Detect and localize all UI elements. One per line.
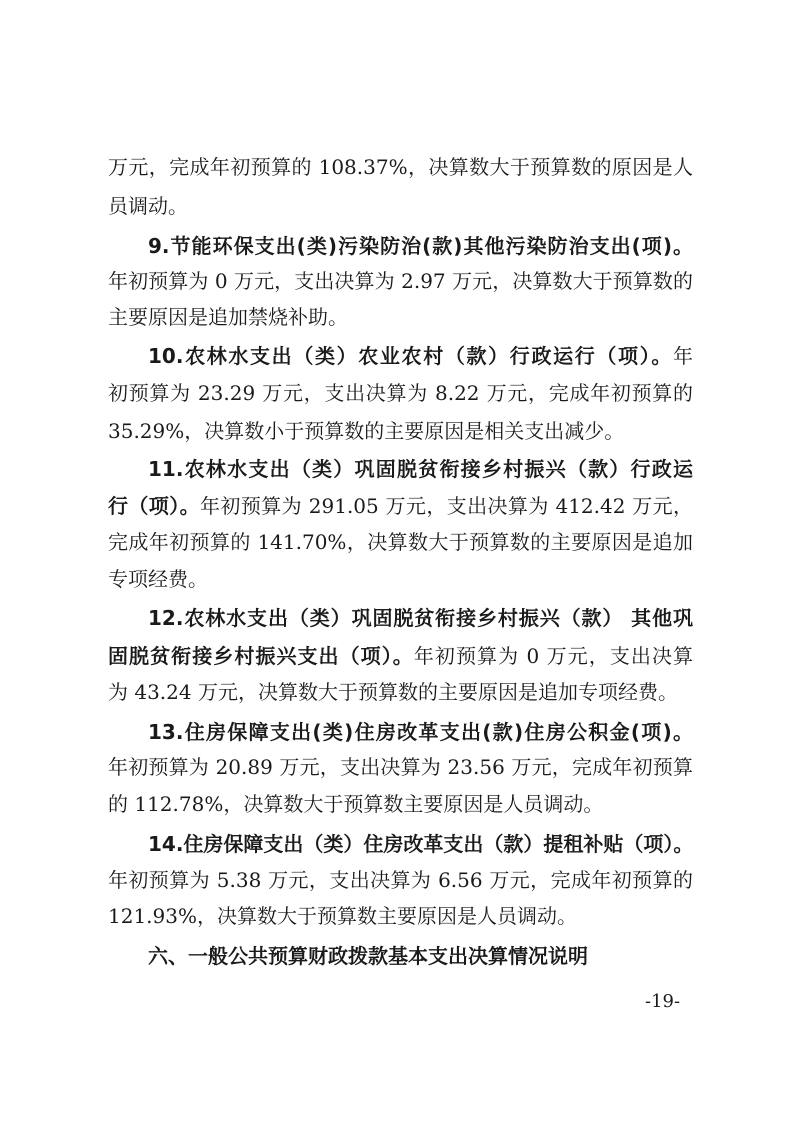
text-line: 员调动。 [108, 194, 188, 218]
item-heading-continued: 行（项）。 [108, 494, 201, 518]
section-heading: 六、一般公共预算财政拨款基本支出决算情况说明 [148, 944, 588, 968]
text-line: 年初预算为 0 万元，支出决算为 2.97 万元，决算数大于预算数的 [108, 269, 693, 293]
item-heading: 9.节能环保支出(类)污染防治(款)其他污染防治支出(项)。 [148, 234, 693, 258]
item-heading: 14.住房保障支出（类）住房改革支出（款）提租补贴（项）。 [148, 832, 693, 856]
item-heading-line [148, 338, 693, 374]
text-line: 121.93%，决算数大于预算数主要原因是人员调动。 [108, 904, 577, 928]
text-fragment: 年 [673, 344, 693, 368]
text-line: 为 43.24 万元，决算数大于预算数的主要原因是追加专项经费。 [108, 680, 678, 704]
page-number: -19- [645, 991, 681, 1012]
text-line: 35.29%，决算数小于预算数的主要原因是相关支出减少。 [108, 419, 625, 443]
item-heading-line [108, 488, 693, 524]
text-line: 初预算为 23.29 万元，支出决算为 8.22 万元，完成年初预算的 [108, 381, 693, 405]
item-heading: 10.农林水支出（类）农业农村（款）行政运行（项）。 [148, 344, 673, 368]
item-heading: 11.农林水支出（类）巩固脱贫衔接乡村振兴（款）行政运 [148, 457, 693, 481]
item-heading: 13.住房保障支出(类)住房改革支出(款)住房公积金(项)。 [148, 720, 693, 744]
item-heading: 12.农林水支出（类）巩固脱贫衔接乡村振兴（款） 其他巩 [148, 606, 693, 630]
item-heading-continued: 固脱贫衔接乡村振兴支出（项）。 [108, 644, 414, 668]
text-line: 完成年初预算的 141.70%，决算数大于预算数的主要原因是追加 [108, 530, 693, 554]
text-line: 主要原因是追加禁烧补助。 [108, 305, 348, 329]
text-line: 的 112.78%，决算数大于预算数主要原因是人员调动。 [108, 792, 604, 816]
text-line: 年初预算为 5.38 万元，支出决算为 6.56 万元，完成年初预算的 [108, 868, 693, 892]
item-heading-line [108, 638, 693, 674]
text-fragment: 年初预算为 291.05 万元，支出决算为 412.42 万元， [200, 494, 693, 518]
text-line: 专项经费。 [108, 567, 208, 591]
text-line: 万元，完成年初预算的 108.37%，决算数大于预算数的原因是人 [108, 155, 693, 179]
text-line: 年初预算为 20.89 万元，支出决算为 23.56 万元，完成年初预算 [108, 755, 693, 779]
text-fragment: 年初预算为 0 万元，支出决算 [413, 644, 693, 668]
